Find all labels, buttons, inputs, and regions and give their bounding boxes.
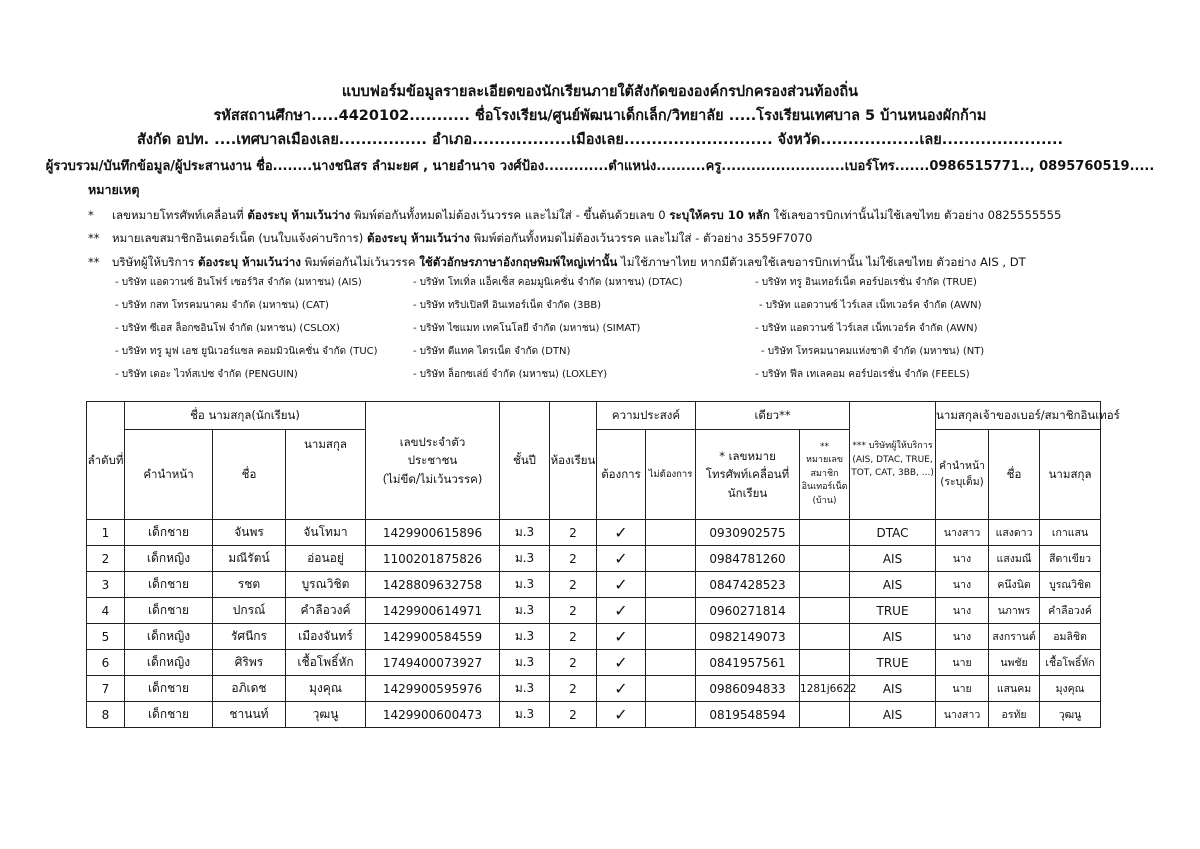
remarks-title: หมายเหตุ xyxy=(88,182,140,197)
cell-grade: ม.3 xyxy=(500,624,550,650)
cell-room: 2 xyxy=(550,702,597,728)
cell-olast: สีดาเขียว xyxy=(1040,546,1101,572)
cell-last: บูรณวิชิต xyxy=(286,572,366,598)
provider-item: - บริษัท เดอะ ไวท์สเปซ จำกัด (PENGUIN) xyxy=(115,369,298,380)
cell-no: 3 xyxy=(87,572,125,598)
header-want: ต้องการ xyxy=(597,430,646,520)
remark-text: พิมพ์ต่อกันทั้งหมดไม่ต้องเว้นวรรค และไม่ใส่ - ขึ้นต้นด้วยเลข 0 xyxy=(350,208,670,222)
cell-grade: ม.3 xyxy=(500,650,550,676)
cell-inet xyxy=(800,572,850,598)
cell-room: 2 xyxy=(550,520,597,546)
cell-prefix: เด็กชาย xyxy=(125,572,213,598)
cell-prefix: เด็กชาย xyxy=(125,520,213,546)
header-owner-prefix: คำนำหน้า (ระบุเต็ม) xyxy=(936,430,989,520)
remark-bold: ต้องระบุ ห้ามเว้นว่าง xyxy=(198,255,301,269)
cell-nowant xyxy=(646,546,696,572)
header-internet-label: หมายเลข สมาชิก อินเทอร์เน็ต (บ้าน) xyxy=(801,455,848,506)
table-row xyxy=(87,624,1101,650)
header-no-want: ไม่ต้องการ xyxy=(646,430,696,520)
header-single: เดียว** xyxy=(696,402,850,430)
header-citizen-id xyxy=(366,402,500,520)
header-owner: นามสกุลเจ้าของเบอร์/สมาชิกอินเทอร์ xyxy=(936,402,1101,430)
table-row xyxy=(87,676,1101,702)
cell-olast: วุฒนู xyxy=(1040,702,1101,728)
cell-first: จันพร xyxy=(213,520,286,546)
header-mobile-line: โทรศัพท์เคลื่อนที่ xyxy=(705,467,790,482)
cell-mobile: 0986094833 xyxy=(696,676,800,702)
header-citizen-id-line: (ไม่ขีด/ไม่เว้นวรรค) xyxy=(382,471,483,486)
provider-item: - บริษัท ทรู มูฟ เอช ยูนิเวอร์แซล คอมมิวนิเคชั่น จำกัด (TUC) xyxy=(115,346,378,357)
remark-text: พิมพ์ต่อกันทั้งหมดไม่ต้องเว้นวรรค และไม่ใส่ - ตัวอย่าง 3559F7070 xyxy=(469,231,813,245)
cell-first: มณีรัตน์ xyxy=(213,546,286,572)
header-internet xyxy=(800,430,850,520)
cell-mobile: 0930902575 xyxy=(696,520,800,546)
table-body xyxy=(87,520,1101,728)
cell-last: วุฒนู xyxy=(286,702,366,728)
provider-item: - บริษัท โทรคมนาคมแห่งชาติ จำกัด (มหาชน) (NT) xyxy=(761,346,985,357)
cell-id: 1429900600473 xyxy=(366,702,500,728)
provider-item: - บริษัท ทรู อินเทอร์เน็ต คอร์ปอเรชั่น จำกัด (TRUE) xyxy=(755,277,977,288)
cell-prefix: เด็กหญิง xyxy=(125,546,213,572)
cell-inet xyxy=(800,650,850,676)
remark-provider xyxy=(88,254,1026,272)
provider-item: - บริษัท ซีเอส ล็อกซอินโฟ จำกัด (มหาชน) (CSLOX) xyxy=(115,323,340,334)
cell-nowant xyxy=(646,520,696,546)
remark-bold: ระบุให้ครบ 10 หลัก xyxy=(669,208,770,222)
remark-text: เลขหมายโทรศัพท์เคลื่อนที่ xyxy=(112,208,248,222)
table-row xyxy=(87,546,1101,572)
provider-item: - บริษัท ดีแทค ไตรเน็ต จำกัด (DTN) xyxy=(413,346,571,357)
table-row xyxy=(87,650,1101,676)
cell-no: 2 xyxy=(87,546,125,572)
cell-olast: บูรณวิชิต xyxy=(1040,572,1101,598)
provider-item: - บริษัท แอดวานซ์ อินโฟร์ เซอร์วิส จำกัด (มหาชน) (AIS) xyxy=(115,277,362,288)
cell-id: 1429900614971 xyxy=(366,598,500,624)
remark-text: ใช้เลขอารบิกเท่านั้นไม่ใช้เลขไทย ตัวอย่าง 0825555555 xyxy=(769,208,1062,222)
cell-first: ชานนท์ xyxy=(213,702,286,728)
cell-inet xyxy=(800,702,850,728)
cell-inet xyxy=(800,624,850,650)
provider-item: - บริษัท โทเทิ่ล แอ็คเซ็ส คอมมูนิเคชั่น จำกัด (มหาชน) (DTAC) xyxy=(413,277,683,288)
cell-oprefix: นาง xyxy=(936,598,989,624)
header-prefix: คำนำหน้า xyxy=(125,430,213,520)
cell-olast: เชื้อโพธิ์หัก xyxy=(1040,650,1101,676)
cell-oprefix: นาย xyxy=(936,676,989,702)
cell-first: อภิเดช xyxy=(213,676,286,702)
cell-first: รัศนีกร xyxy=(213,624,286,650)
cell-nowant xyxy=(646,572,696,598)
cell-provider: TRUE xyxy=(850,598,936,624)
cell-mobile: 0819548594 xyxy=(696,702,800,728)
cell-ofirst: แสงดาว xyxy=(989,520,1040,546)
cell-room: 2 xyxy=(550,676,597,702)
table-row xyxy=(87,572,1101,598)
cell-prefix: เด็กชาย xyxy=(125,702,213,728)
cell-provider: DTAC xyxy=(850,520,936,546)
header-owner-first: ชื่อ xyxy=(989,430,1040,520)
cell-ofirst: นภาพร xyxy=(989,598,1040,624)
cell-oprefix: นางสาว xyxy=(936,520,989,546)
cell-nowant xyxy=(646,702,696,728)
cell-id: 1428809632758 xyxy=(366,572,500,598)
cell-first: ปกรณ์ xyxy=(213,598,286,624)
cell-last: เชื้อโพธิ์หัก xyxy=(286,650,366,676)
cell-inet xyxy=(800,546,850,572)
table-row xyxy=(87,520,1101,546)
cell-oprefix: นางสาว xyxy=(936,702,989,728)
school-line: รหัสสถานศึกษา.....4420102........... ชื่อโรงเรียน/ศูนย์พัฒนาเด็กเล็ก/วิทยาลัย .....โรงเรียนเทศบาล 5 บ้านหนองผักก้าม xyxy=(213,108,987,124)
cell-provider: AIS xyxy=(850,702,936,728)
cell-mobile: 0984781260 xyxy=(696,546,800,572)
cell-ofirst: สงกรานต์ xyxy=(989,624,1040,650)
cell-nowant xyxy=(646,676,696,702)
cell-room: 2 xyxy=(550,572,597,598)
cell-want: ✓ xyxy=(597,598,646,624)
coordinator-line: ผู้รวบรวม/บันทึกข้อมูล/ผู้ประสานงาน ชื่อ........นางชนิสร ลำมะยศ , นายอำนาจ วงศ์ป้อง.............ตำแหน่ง..........ครู.........................เบอร์โทร.......0986515771.., 0895760519..... xyxy=(45,159,1155,174)
provider-item: - บริษัท ทริปเปิลที อินเทอร์เน็ต จำกัด (3BB) xyxy=(413,300,602,311)
cell-last: เมืองจันทร์ xyxy=(286,624,366,650)
header-citizen-id-line: เลขประจำตัว xyxy=(399,434,466,449)
cell-mobile: 0847428523 xyxy=(696,572,800,598)
cell-ofirst: แสงมณี xyxy=(989,546,1040,572)
header-mobile-line: นักเรียน xyxy=(727,485,768,500)
cell-prefix: เด็กชาย xyxy=(125,598,213,624)
cell-want: ✓ xyxy=(597,624,646,650)
header-room: ห้องเรียน xyxy=(550,402,597,520)
provider-item: - บริษัท แอดวานซ์ ไวร์เลส เน็ทเวอร์ค จำกัด (AWN) xyxy=(755,323,978,334)
cell-grade: ม.3 xyxy=(500,546,550,572)
remark-bold: ต้องระบุ ห้ามเว้นว่าง xyxy=(247,208,351,222)
remark-text: บริษัทผู้ให้บริการ xyxy=(112,255,198,269)
cell-oprefix: นาง xyxy=(936,572,989,598)
cell-ofirst: นพชัย xyxy=(989,650,1040,676)
cell-grade: ม.3 xyxy=(500,572,550,598)
cell-want: ✓ xyxy=(597,546,646,572)
cell-last: จันโทมา xyxy=(286,520,366,546)
cell-provider: AIS xyxy=(850,676,936,702)
cell-id: 1100201875826 xyxy=(366,546,500,572)
provider-item: - บริษัท ล็อกซเล่ย์ จำกัด (มหาชน) (LOXLEY) xyxy=(413,369,608,380)
student-table xyxy=(86,401,1120,733)
provider-item: - บริษัท ฟีล เทเลคอม คอร์ปอเรชั่น จำกัด (FEELS) xyxy=(755,369,970,380)
cell-want: ✓ xyxy=(597,572,646,598)
cell-provider: TRUE xyxy=(850,650,936,676)
remark-bold: ใช้ตัวอักษรภาษาอังกฤษพิมพ์ใหญ่เท่านั้น xyxy=(419,255,618,269)
cell-want: ✓ xyxy=(597,650,646,676)
cell-prefix: เด็กหญิง xyxy=(125,624,213,650)
cell-room: 2 xyxy=(550,598,597,624)
cell-oprefix: นาง xyxy=(936,624,989,650)
cell-grade: ม.3 xyxy=(500,520,550,546)
cell-no: 6 xyxy=(87,650,125,676)
cell-provider: AIS xyxy=(850,572,936,598)
cell-want: ✓ xyxy=(597,676,646,702)
header-need: ความประสงค์ xyxy=(597,402,696,430)
cell-mobile: 0982149073 xyxy=(696,624,800,650)
header-last-name: นามสกุล xyxy=(286,430,366,520)
cell-oprefix: นาง xyxy=(936,546,989,572)
remark-text: หมายเลขสมาชิกอินเตอร์เน็ต (บนใบแจ้งค่าบริการ) xyxy=(112,231,367,245)
cell-olast: คำลือวงค์ xyxy=(1040,598,1101,624)
provider-item: - บริษัท ไซแมท เทคโนโลยี จำกัด (มหาชน) (SIMAT) xyxy=(413,323,641,334)
cell-id: 1429900615896 xyxy=(366,520,500,546)
cell-last: คำลือวงค์ xyxy=(286,598,366,624)
cell-grade: ม.3 xyxy=(500,598,550,624)
remark-text: ไม่ใช้ภาษาไทย หากมีตัวเลขใช้เลขอารบิกเท่านั้น ไม่ใช้เลขไทย ตัวอย่าง AIS , DT xyxy=(617,255,1026,269)
header-mobile-line: * เลขหมาย xyxy=(719,448,776,463)
header-internet-mark: ** xyxy=(820,441,830,452)
header-grade: ชั้นปี xyxy=(500,402,550,520)
cell-id: 1429900584559 xyxy=(366,624,500,650)
cell-provider: AIS xyxy=(850,624,936,650)
header-student-name: ชื่อ นามสกุล(นักเรียน) xyxy=(125,402,366,430)
cell-grade: ม.3 xyxy=(500,702,550,728)
cell-provider: AIS xyxy=(850,546,936,572)
header-citizen-id-line: ประชาชน xyxy=(407,453,458,468)
cell-grade: ม.3 xyxy=(500,676,550,702)
cell-room: 2 xyxy=(550,546,597,572)
cell-prefix: เด็กชาย xyxy=(125,676,213,702)
cell-inet xyxy=(800,598,850,624)
remark-star: * xyxy=(88,208,94,222)
cell-inet xyxy=(800,520,850,546)
form-title: แบบฟอร์มข้อมูลรายละเอียดของนักเรียนภายใต้สังกัดขององค์กรปกครองส่วนท้องถิ่น xyxy=(341,84,859,100)
cell-first: รชต xyxy=(213,572,286,598)
cell-id: 1749400073927 xyxy=(366,650,500,676)
remark-bold: ต้องระบุ ห้ามเว้นว่าง xyxy=(366,231,470,245)
cell-oprefix: นาย xyxy=(936,650,989,676)
remark-text: พิมพ์ต่อกันไม่เว้นวรรค xyxy=(300,255,420,269)
provider-item: - บริษัท กสท โทรคมนาคม จำกัด (มหาชน) (CAT) xyxy=(115,300,329,311)
table-row xyxy=(87,598,1101,624)
cell-ofirst: คนึงนิต xyxy=(989,572,1040,598)
cell-no: 7 xyxy=(87,676,125,702)
cell-olast: มุงคุณ xyxy=(1040,676,1101,702)
remark-star: ** xyxy=(88,231,100,245)
cell-nowant xyxy=(646,650,696,676)
cell-nowant xyxy=(646,598,696,624)
remark-mobile xyxy=(88,207,1061,225)
header-mobile xyxy=(696,430,800,520)
cell-no: 1 xyxy=(87,520,125,546)
cell-ofirst: อรทัย xyxy=(989,702,1040,728)
cell-want: ✓ xyxy=(597,520,646,546)
cell-no: 8 xyxy=(87,702,125,728)
header-no: ลำดับที่ xyxy=(87,402,125,520)
header-first-name: ชื่อ xyxy=(213,430,286,520)
cell-room: 2 xyxy=(550,650,597,676)
affiliation-line: สังกัด อปท. ....เทศบาลเมืองเลย................ อำเภอ..................เมืองเลย........................... จังหวัด..................เลย...................... xyxy=(136,132,1063,148)
cell-first: ศิริพร xyxy=(213,650,286,676)
cell-olast: อมลิชิต xyxy=(1040,624,1101,650)
cell-want: ✓ xyxy=(597,702,646,728)
cell-ofirst: แสนคม xyxy=(989,676,1040,702)
cell-mobile: 0960271814 xyxy=(696,598,800,624)
header-provider: *** บริษัทผู้ให้บริการ (AIS, DTAC, TRUE, TOT, CAT, 3BB, ...) xyxy=(850,402,936,520)
cell-prefix: เด็กหญิง xyxy=(125,650,213,676)
provider-item: - บริษัท แอดวานซ์ ไวร์เลส เน็ทเวอร์ค จำกัด (AWN) xyxy=(759,300,982,311)
table-row xyxy=(87,702,1101,728)
cell-nowant xyxy=(646,624,696,650)
cell-inet: 1281j6622 xyxy=(800,676,850,702)
cell-id: 1429900595976 xyxy=(366,676,500,702)
cell-room: 2 xyxy=(550,624,597,650)
remark-internet xyxy=(88,230,812,248)
cell-last: มุงคุณ xyxy=(286,676,366,702)
cell-no: 5 xyxy=(87,624,125,650)
header-owner-last: นามสกุล xyxy=(1040,430,1101,520)
cell-olast: เกาแสน xyxy=(1040,520,1101,546)
cell-mobile: 0841957561 xyxy=(696,650,800,676)
remark-star: ** xyxy=(88,255,100,269)
cell-no: 4 xyxy=(87,598,125,624)
cell-last: อ่อนอยู่ xyxy=(286,546,366,572)
